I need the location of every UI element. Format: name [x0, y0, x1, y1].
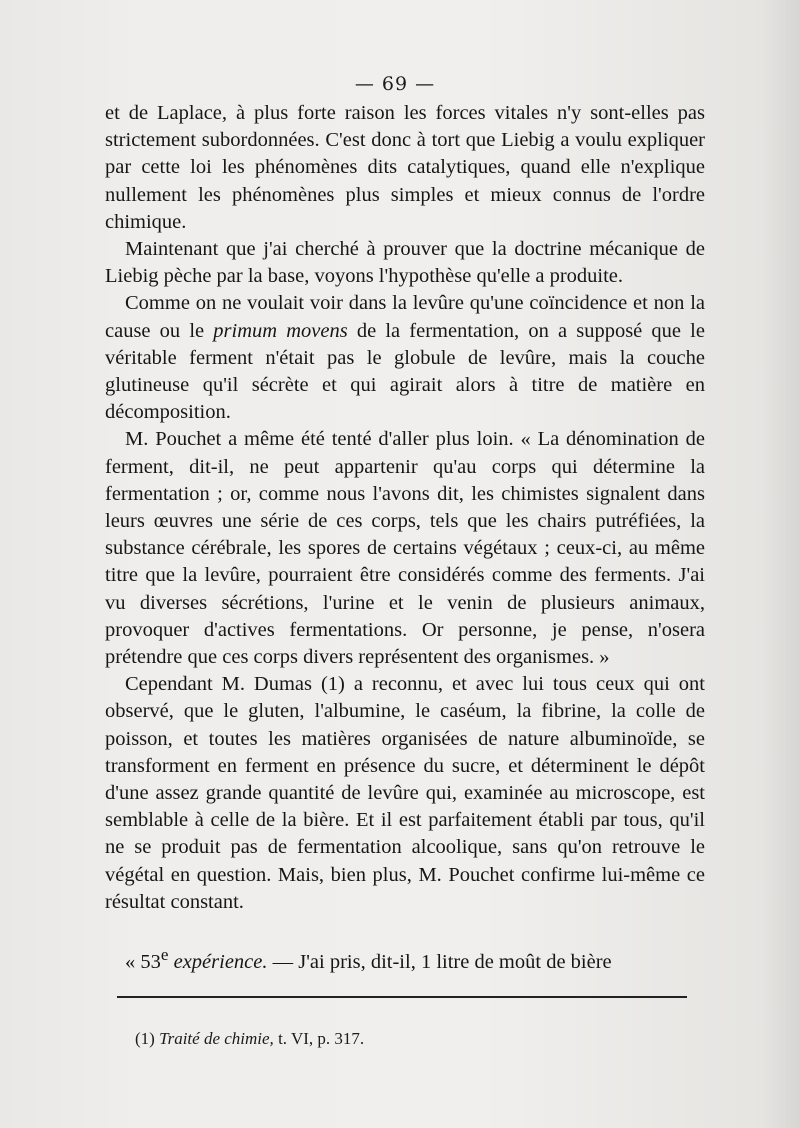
paragraph-4: M. Pouchet a même été tenté d'aller plus loin. « La dénomination de ferment, dit-il, ne peut appartenir qu'au corps qui détermine la fermentation ; or, comme nous l'avons dit, les chimistes signalent dans leurs œuvres une série de ces corps, tels que les chairs putréfiées, la substance cérébrale, les spores de certains végétaux ; ceux-ci, au même titre que la levûre, pourraient être considérés comme des ferments. J'ai vu diverses sécrétions, l'urine et le venin de plusieurs animaux, provoquer d'actives fermentations. Or personne, je pense, n'osera prétendre que ces corps divers représentent des organismes. »: [105, 428, 705, 669]
footnote-separator-rule: [117, 996, 687, 998]
page-edge-shadow: [760, 0, 800, 1128]
footnote: [135, 1029, 364, 1049]
paragraph-5: Cependant M. Dumas (1) a reconnu, et avec lui tous ceux qui ont observé, que le gluten, l'albumine, le caséum, la fibrine, la colle de poisson, et toutes les matières organisées de nature albuminoïde, se transforment en ferment en présence du sucre, et déterminent le dépôt d'une assez grande quantité de levûre qui, examinée au microscope, est semblable à celle de la bière. Et il est parfaitement établi par tous, qu'il ne se produit pas de fermentation alcoolique, sans qu'on retrouve le végétal en question. Mais, bien plus, M. Pouchet confirme lui-même ce résultat constant.: [105, 673, 705, 913]
paragraph-6-italic: expérience.: [168, 950, 268, 973]
paragraph-3-text-before: Comme on ne voulait voir dans la levûre qu'une coïncidence et non la cause ou le: [105, 292, 705, 342]
paragraph-6-superscript: e: [160, 945, 169, 965]
page-number: — 69 —: [354, 73, 436, 95]
body-text: [105, 100, 705, 976]
paragraph-6-text-after: — J'ai pris, dit-il, 1 litre de moût de bière: [267, 950, 612, 973]
footnote-title: Traité de chimie,: [159, 1029, 274, 1048]
paragraph-1: et de Laplace, à plus forte raison les forces vitales n'y sont-elles pas strictement subordonnées. C'est donc à tort que Liebig a voulu expliquer par cette loi les phénomènes dits catalytiques, quand elle n'explique nullement les phénomènes plus simples et mieux connus de l'ordre chimique.: [105, 102, 705, 233]
paragraph-3-italic: primum movens: [213, 319, 348, 342]
paragraph-6-text-before: « 53: [125, 950, 161, 973]
paragraph-2: Maintenant que j'ai cherché à prouver que la doctrine mécanique de Liebig pèche par la base, voyons l'hypothèse qu'elle a produite.: [105, 238, 705, 288]
paragraph-3-text-after: de la fermentation, on a supposé que le véritable ferment n'était pas le globule de levûre, mais la couche glutineuse qu'il sécrète et qui agirait alors à titre de matière en décomposition.: [105, 319, 705, 424]
footnote-reference: t. VI, p. 317.: [273, 1029, 365, 1048]
footnote-marker: (1): [135, 1029, 155, 1048]
paragraph-6: [105, 941, 705, 976]
paragraph-3: [105, 290, 705, 426]
